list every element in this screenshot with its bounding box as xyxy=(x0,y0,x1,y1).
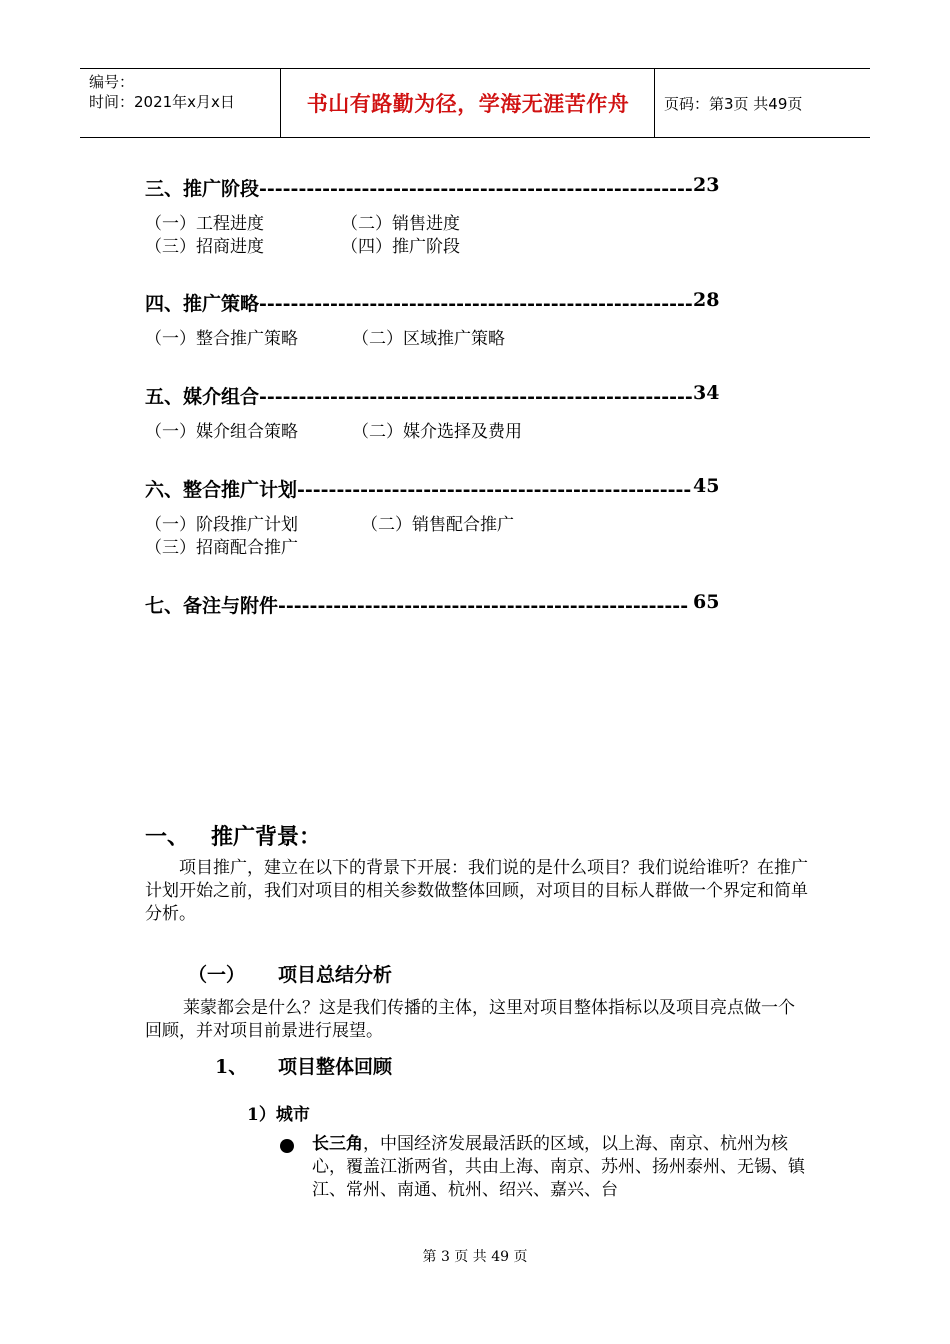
toc-sub: （一）阶段推广计划 xyxy=(145,515,298,535)
subsection-paragraph: 莱蒙都会是什么？这是我们传播的主体，这里对项目整体指标以及项目亮点做一个回顾，并对项目前景进行展望。 xyxy=(145,998,795,1041)
section-heading xyxy=(145,820,322,851)
toc-entry-6 xyxy=(145,475,720,502)
header-page-label: 页码：第3页 共49页 xyxy=(664,94,803,113)
toc-sub: （一）媒介组合策略 xyxy=(145,422,298,442)
section-title: 推广背景： xyxy=(211,824,322,850)
toc-title: 七、备注与附件 xyxy=(145,595,279,617)
toc-sub: （一）工程进度 xyxy=(145,214,264,234)
toc-sub: （三）招商配合推广 xyxy=(145,538,298,558)
header-motto: 书山有路勤为径，学海无涯苦作舟 xyxy=(282,69,655,137)
toc-title: 五、媒介组合 xyxy=(145,386,260,408)
toc-title: 三、推广阶段 xyxy=(145,178,260,200)
toc-entry-3 xyxy=(145,174,720,201)
subsubsection-title: 项目整体回顾 xyxy=(278,1056,393,1078)
bullet-dot-icon xyxy=(280,1139,294,1153)
toc-page: 28 xyxy=(693,289,720,311)
toc-sub: （二）销售配合推广 xyxy=(361,515,514,535)
subsection-number: （一） xyxy=(188,964,246,986)
toc-entry-4 xyxy=(145,289,720,316)
toc-title: 六、整合推广计划 xyxy=(145,479,298,501)
toc-sub: （二）销售进度 xyxy=(341,214,460,234)
subsection-title: 项目总结分析 xyxy=(278,964,393,986)
section-number: 一、 xyxy=(145,824,190,850)
subsubsection-number: 1、 xyxy=(215,1056,248,1078)
toc-leader: ------------------------------------------------------- xyxy=(259,293,693,315)
toc-entry-5 xyxy=(145,382,720,409)
page-header xyxy=(80,68,870,138)
toc-sub: （三）招商进度 xyxy=(145,237,264,257)
toc-sub: （二）媒介选择及费用 xyxy=(352,422,522,442)
toc-sub: （一）整合推广策略 xyxy=(145,329,298,349)
page-footer: 第 3 页 共 49 页 xyxy=(422,1249,528,1265)
toc-page: 45 xyxy=(693,475,720,497)
toc-sub: （二）区域推广策略 xyxy=(352,329,505,349)
toc-leader: -------------------------------------------------- xyxy=(297,479,692,501)
date-label: 时间：2021年x月x日 xyxy=(89,93,235,111)
toc-leader: ---------------------------------------------------- xyxy=(278,595,689,617)
toc-sub: （四）推广阶段 xyxy=(341,237,460,257)
bullet-text xyxy=(312,1133,812,1202)
section-paragraph: 项目推广，建立在以下的背景下开展：我们说的是什么项目？我们说给谁听？在推广计划开始之前，我们对项目的相关参数做整体回顾，对项目的目标人群做一个界定和简单分析。 xyxy=(145,858,808,924)
toc-entry-7 xyxy=(145,591,720,618)
toc-leader: ------------------------------------------------------- xyxy=(259,178,693,200)
item-heading: 1）城市 xyxy=(247,1105,310,1125)
number-label: 编号： xyxy=(89,73,135,91)
toc-page: 65 xyxy=(693,591,720,613)
toc-title: 四、推广策略 xyxy=(145,293,260,315)
toc-leader: ------------------------------------------------------- xyxy=(259,386,693,408)
toc-page: 34 xyxy=(693,382,720,404)
toc-page: 23 xyxy=(693,174,720,196)
bullet-bold: 长三角 xyxy=(312,1134,363,1154)
header-meta-cell xyxy=(80,69,281,137)
bullet-body: ，中国经济发展最活跃的区域，以上海、南京、杭州为核心，覆盖江浙两省，共由上海、南京、苏州、扬州泰州、无锡、镇江、常州、南通、杭州、绍兴、嘉兴、台 xyxy=(312,1134,805,1200)
